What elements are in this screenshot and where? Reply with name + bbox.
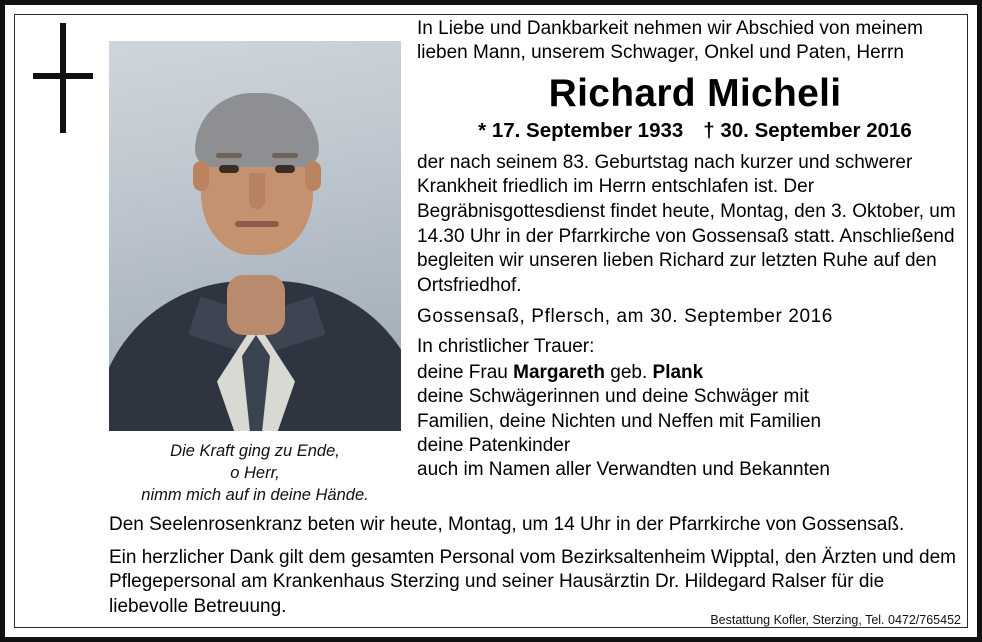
mourner-line: deine Patenkinder — [417, 435, 571, 456]
mourner-line: auch im Namen aller Verwandten und Bekannten — [417, 459, 830, 481]
christian-cross-icon — [27, 23, 107, 133]
rosary-paragraph: Den Seelenrosenkranz beten wir heute, Montag, um 14 Uhr in der Pfarrkirche von Gossensaß. — [109, 514, 905, 535]
photo-column — [109, 41, 401, 506]
photo-eye-left — [219, 165, 239, 173]
caption-line-1: Die Kraft ging zu Ende, — [170, 442, 340, 460]
cross-horizontal-bar — [33, 73, 93, 79]
photo-hair — [195, 93, 319, 167]
spouse-prefix: deine Frau — [417, 362, 514, 384]
photo-nose — [249, 173, 265, 209]
mourner-line: deine Schwägerinnen und deine Schwäger mit — [417, 386, 809, 408]
spouse-middle: geb. — [604, 362, 653, 384]
deceased-name: Richard Micheli — [548, 71, 842, 115]
photo-ear-left — [193, 161, 209, 191]
spouse-name: Margareth — [513, 362, 605, 384]
mourners-heading: In christlicher Trauer: — [417, 336, 595, 358]
photo-neck — [227, 275, 285, 335]
portrait-photo — [109, 41, 401, 431]
caption-line-2: o Herr, — [230, 463, 280, 482]
photo-eye-right — [275, 165, 295, 173]
photo-ear-right — [305, 161, 321, 191]
photo-mouth — [235, 221, 279, 227]
photo-brow-right — [272, 153, 298, 158]
spouse-maiden-name: Plank — [652, 362, 704, 384]
funeral-home-credit: Bestattung Kofler, Sterzing, Tel. 0472/765452 — [710, 613, 961, 627]
body-paragraph: der nach seinem 83. Geburtstag nach kurzer und schwerer Krankheit friedlich im Herrn entschlafen ist. Der Begräbnisgottesdienst findet heute, Montag, den 3. Oktober, um 14.30 Uhr in der Pfarrkirche von Gossensaß statt. Anschließend begleiten wir unseren lieben Richard zur letzten Ruhe auf den Ortsfriedhof. — [417, 151, 956, 296]
life-dates — [417, 119, 973, 143]
lead-paragraph: In Liebe und Dankbarkeit nehmen wir Abschied von meinem lieben Mann, unserem Schwager, Onkel und Paten, Herrn — [417, 18, 923, 64]
mourner-line: Familien, deine Nichten und Neffen mit Familien — [417, 410, 822, 432]
notice-text-column — [417, 17, 973, 483]
birth-date: * 17. September 1933 — [478, 118, 684, 142]
place-and-date: Gossensaß, Pflersch, am 30. September 2016 — [417, 305, 833, 327]
bottom-block — [109, 513, 959, 628]
thanks-paragraph: Ein herzlicher Dank gilt dem gesamten Personal vom Bezirksaltenheim Wipptal, den Ärzten und dem Pflegepersonal am Krankenhaus Sterzing und seiner Hausärztin Dr. Hildegard Ralser für die liebevolle Betreuung. — [109, 546, 956, 618]
mourner-spouse — [417, 361, 973, 385]
death-date: † 30. September 2016 — [703, 118, 912, 142]
photo-caption — [109, 441, 401, 506]
caption-line-3: nimm mich auf in deine Hände. — [141, 485, 369, 504]
photo-brow-left — [216, 153, 242, 158]
